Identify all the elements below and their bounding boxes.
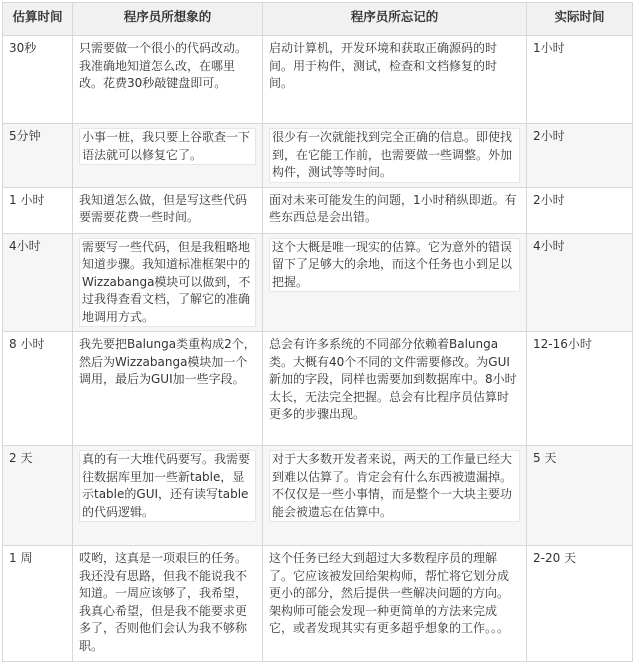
cell-time: 1 小时 — [3, 187, 73, 233]
table-row — [3, 233, 633, 332]
cell-forgotten: 启动计算机，开发环境和获取正确源码的时间。用于构件，测试，检查和文档修复的时间。 — [263, 36, 527, 124]
cell-imagined — [73, 233, 263, 332]
cell-time: 30秒 — [3, 36, 73, 124]
cell-time: 5分钟 — [3, 124, 73, 188]
cell-actual: 2小时 — [527, 187, 633, 233]
table-row — [3, 446, 633, 546]
cell-actual: 2小时 — [527, 124, 633, 188]
cell-actual: 4小时 — [527, 233, 633, 332]
cell-imagined: 只需要做一个很小的代码改动。我准确地知道怎么改，在哪里改。花费30秒敲键盘即可。 — [73, 36, 263, 124]
table-header-row — [3, 3, 633, 36]
table-row — [3, 36, 633, 124]
cell-time: 8 小时 — [3, 332, 73, 446]
cell-imagined — [73, 124, 263, 188]
cell-actual: 5 天 — [527, 446, 633, 546]
cell-actual: 2-20 天 — [527, 546, 633, 662]
cell-imagined-text: 小事一桩，我只要上谷歌查一下语法就可以修复它了。 — [79, 128, 256, 165]
cell-time: 2 天 — [3, 446, 73, 546]
cell-imagined-text: 真的有一大堆代码要写。我需要往数据库里加一些新table，显示table的GUI，还有读写table的代码逻辑。 — [79, 450, 256, 522]
cell-imagined — [73, 446, 263, 546]
header-actual-time: 实际时间 — [527, 3, 633, 36]
cell-forgotten: 面对未来可能发生的问题，1小时稍纵即逝。有些东西总是会出错。 — [263, 187, 527, 233]
cell-forgotten: 这个任务已经大到超过大多数程序员的理解了。它应该被发回给架构师，帮忙将它划分成更小的部分，然后提供一些解决问题的方向。架构师可能会发现一种更简单的方法来完成它，或者发现其实有更多超乎想象的工作。。。 — [263, 546, 527, 662]
cell-actual: 12-16小时 — [527, 332, 633, 446]
cell-forgotten: 总会有许多系统的不同部分依赖着Balunga类。大概有40个不同的文件需要修改。为GUI新加的字段，同样也需要加到数据库中。8小时太长，无法完全把握。总会有比程序员估算时更多的步骤出现。 — [263, 332, 527, 446]
cell-time: 4小时 — [3, 233, 73, 332]
estimation-table — [2, 2, 633, 662]
cell-imagined-text: 需要写一些代码，但是我粗略地知道步骤。我知道标准框架中的Wizzabanga模块可以做到，不过我得查看文档，了解它的准确地调用方式。 — [79, 238, 256, 328]
cell-forgotten-text: 很少有一次就能找到完全正确的信息。即使找到，在它能工作前，也需要做一些调整。外加构件，测试等等时间。 — [269, 128, 520, 183]
cell-imagined: 我知道怎么做，但是写这些代码要需要花费一些时间。 — [73, 187, 263, 233]
table-row — [3, 187, 633, 233]
cell-imagined: 哎哟，这真是一项艰巨的任务。我还没有思路，但我不能说我不知道。一周应该够了，我希望，我真心希望，但是我不能要求更多了，否则他们会认为我不够称职。 — [73, 546, 263, 662]
header-forgotten: 程序员所忘记的 — [263, 3, 527, 36]
cell-imagined: 我先要把Balunga类重构成2个，然后为Wizzabanga模块加一个调用，最后为GUI加一些字段。 — [73, 332, 263, 446]
table-row — [3, 332, 633, 446]
cell-forgotten — [263, 446, 527, 546]
header-estimated-time: 估算时间 — [3, 3, 73, 36]
cell-forgotten — [263, 124, 527, 188]
cell-forgotten-text: 对于大多数开发者来说，两天的工作量已经大到难以估算了。肯定会有什么东西被遗漏掉。不仅仅是一些小事情，而是整个一大块主要功能会被遗忘在估算中。 — [269, 450, 520, 522]
table-row — [3, 546, 633, 662]
header-imagined: 程序员所想象的 — [73, 3, 263, 36]
cell-actual: 1小时 — [527, 36, 633, 124]
cell-forgotten — [263, 233, 527, 332]
cell-forgotten-text: 这个大概是唯一现实的估算。它为意外的错误留下了足够大的余地，而这个任务也小到足以把握。 — [269, 238, 520, 293]
table-row — [3, 124, 633, 188]
cell-time: 1 周 — [3, 546, 73, 662]
